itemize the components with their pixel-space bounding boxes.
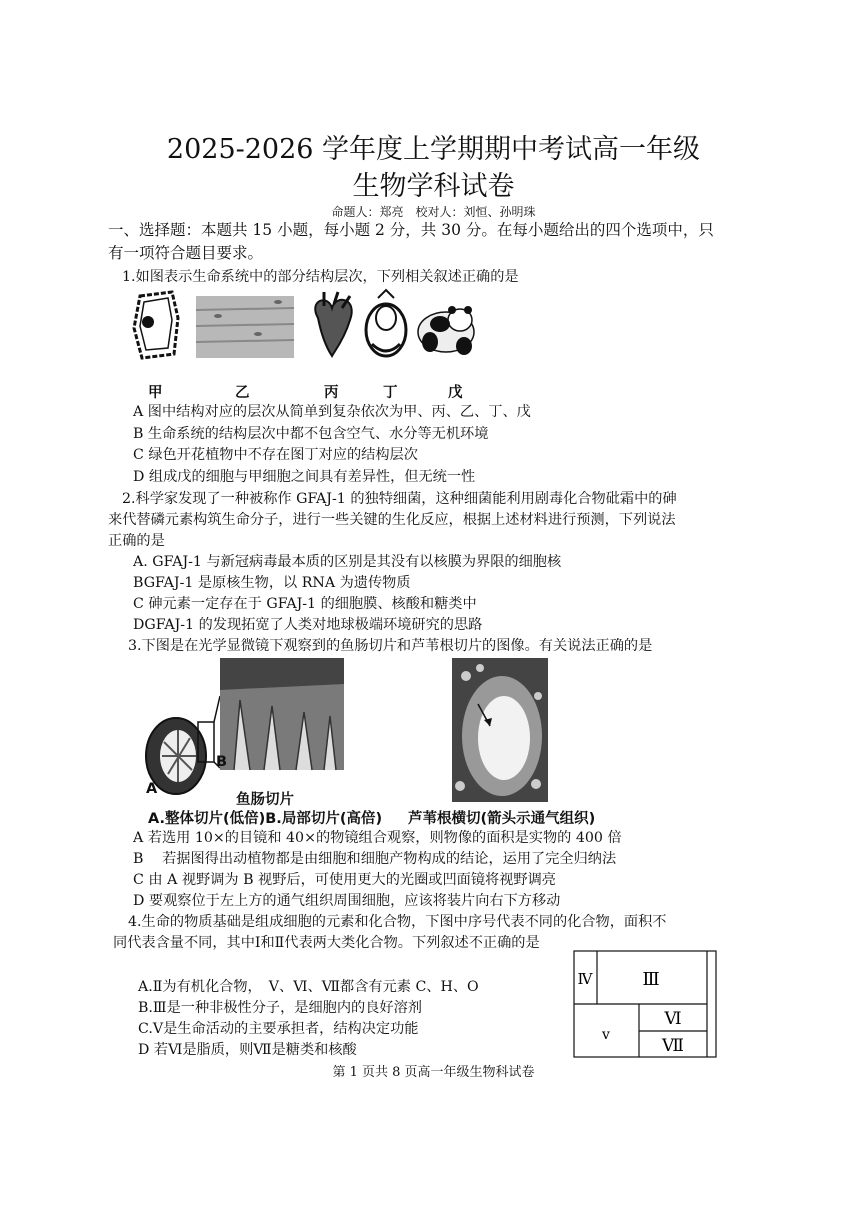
q3-caption-sub: A.整体切片(低倍)B.局部切片(高倍) bbox=[148, 811, 383, 827]
diagram-label-vii: Ⅶ bbox=[662, 1036, 684, 1056]
q1-figure bbox=[128, 288, 498, 364]
section-instructions-line2: 有一项符合题目要求。 bbox=[108, 244, 264, 262]
q1-label-yi: 乙 bbox=[235, 385, 250, 401]
diagram-label-vi: Ⅵ bbox=[664, 1009, 682, 1029]
q3-label-b: B bbox=[216, 754, 228, 770]
q1-stem: 1.如图表示生命系统中的部分结构层次，下列相关叙述正确的是 bbox=[122, 269, 519, 285]
q3-figure bbox=[140, 656, 550, 806]
q1-option-d: D 组成戊的细胞与甲细胞之间具有差异性，但无统一性 bbox=[133, 469, 476, 485]
fish-intestine-whole-icon bbox=[146, 696, 220, 794]
q1-option-c: C 绿色开花植物中不存在图丁对应的结构层次 bbox=[133, 447, 418, 463]
q2-option-c: C 砷元素一定存在于 GFAJ-1 的细胞膜、核酸和糖类中 bbox=[133, 596, 477, 612]
exam-title: 2025-2026 学年度上学期期中考试高一年级 bbox=[166, 134, 701, 165]
q3-label-a: A bbox=[146, 781, 158, 797]
plant-cell-icon bbox=[134, 292, 178, 358]
heart-organ-icon bbox=[315, 292, 352, 356]
fish-intestine-local-icon bbox=[220, 658, 344, 770]
q2-stem-line3: 正确的是 bbox=[108, 533, 165, 549]
exam-authors: 命题人：郑亮 校对人：刘恒、孙明珠 bbox=[331, 205, 536, 219]
reed-root-section-icon bbox=[452, 658, 548, 802]
q4-option-b: B.Ⅲ是一种非极性分子，是细胞内的良好溶剂 bbox=[138, 1000, 422, 1016]
q3-option-a: A 若选用 10×的目镜和 40×的物镜组合观察，则物像的面积是实物的 400 倍 bbox=[133, 830, 622, 846]
q2-stem-line1: 2.科学家发现了一种被称作 GFAJ-1 的独特细菌，这种细菌能利用剧毒化合物砒霜中的砷 bbox=[122, 491, 677, 507]
flower-system-icon bbox=[366, 290, 406, 356]
q3-caption-fish: 鱼肠切片 bbox=[236, 792, 294, 808]
q1-label-jia: 甲 bbox=[148, 385, 163, 401]
q1-label-ding: 丁 bbox=[383, 385, 398, 401]
exam-subject-title: 生物学科试卷 bbox=[352, 171, 515, 202]
q4-option-d: D 若Ⅵ是脂质，则Ⅶ是糖类和核酸 bbox=[138, 1042, 357, 1058]
q4-option-c: C.Ⅴ是生命活动的主要承担者，结构决定功能 bbox=[138, 1021, 419, 1037]
q2-option-d: DGFAJ-1 的发现拓宽了人类对地球极端环境研究的思路 bbox=[133, 617, 483, 633]
q4-compound-diagram bbox=[573, 950, 719, 1060]
q3-option-d: D 要观察位于左上方的通气组织周围细胞，应该将装片向右下方移动 bbox=[133, 893, 561, 909]
diagram-label-v: v bbox=[602, 1027, 610, 1043]
q4-stem-line2: 同代表含量不同，其中Ⅰ和Ⅱ代表两大类化合物。下列叙述不正确的是 bbox=[113, 935, 540, 951]
q2-option-a: A. GFAJ-1 与新冠病毒最本质的区别是其没有以核膜为界限的细胞核 bbox=[133, 554, 562, 570]
q1-option-a: A 图中结构对应的层次从简单到复杂依次为甲、丙、乙、丁、戊 bbox=[133, 404, 531, 420]
section-instructions-line1: 一、选择题：本题共 15 小题，每小题 2 分，共 30 分。在每小题给出的四个选项中，只 bbox=[108, 221, 714, 239]
q4-option-a: A.Ⅱ为有机化合物， V、Ⅵ、Ⅶ都含有元素 C、H、O bbox=[138, 979, 479, 995]
q3-caption-reed: 芦苇根横切(箭头示通气组织) bbox=[408, 811, 596, 827]
diagram-label-iv: Ⅳ bbox=[577, 970, 593, 988]
diagram-label-iii: Ⅲ bbox=[642, 969, 660, 990]
q3-option-b: B 若据图得出动植物都是由细胞和细胞产物构成的结论，运用了完全归纳法 bbox=[133, 851, 617, 867]
q2-stem-line2: 来代替磷元素构筑生命分子，进行一些关键的生化反应，根据上述材料进行预测，下列说法 bbox=[108, 512, 676, 528]
q1-label-bing: 丙 bbox=[324, 385, 339, 401]
tissue-micrograph-icon bbox=[196, 296, 294, 358]
q1-label-wu: 戊 bbox=[448, 385, 463, 401]
q1-option-b: B 生命系统的结构层次中都不包含空气、水分等无机环境 bbox=[133, 426, 489, 442]
page-footer: 第 1 页共 8 页高一年级生物科试卷 bbox=[332, 1065, 535, 1080]
q3-stem: 3.下图是在光学显微镜下观察到的鱼肠切片和芦苇根切片的图像。有关说法正确的是 bbox=[128, 638, 653, 654]
panda-icon bbox=[418, 306, 474, 355]
q4-stem-line1: 4.生命的物质基础是组成细胞的元素和化合物，下图中序号代表不同的化合物，面积不 bbox=[128, 914, 667, 930]
q2-option-b: BGFAJ-1 是原核生物，以 RNA 为遗传物质 bbox=[133, 575, 411, 591]
q3-option-c: C 由 A 视野调为 B 视野后，可使用更大的光圈或凹面镜将视野调亮 bbox=[133, 872, 556, 888]
